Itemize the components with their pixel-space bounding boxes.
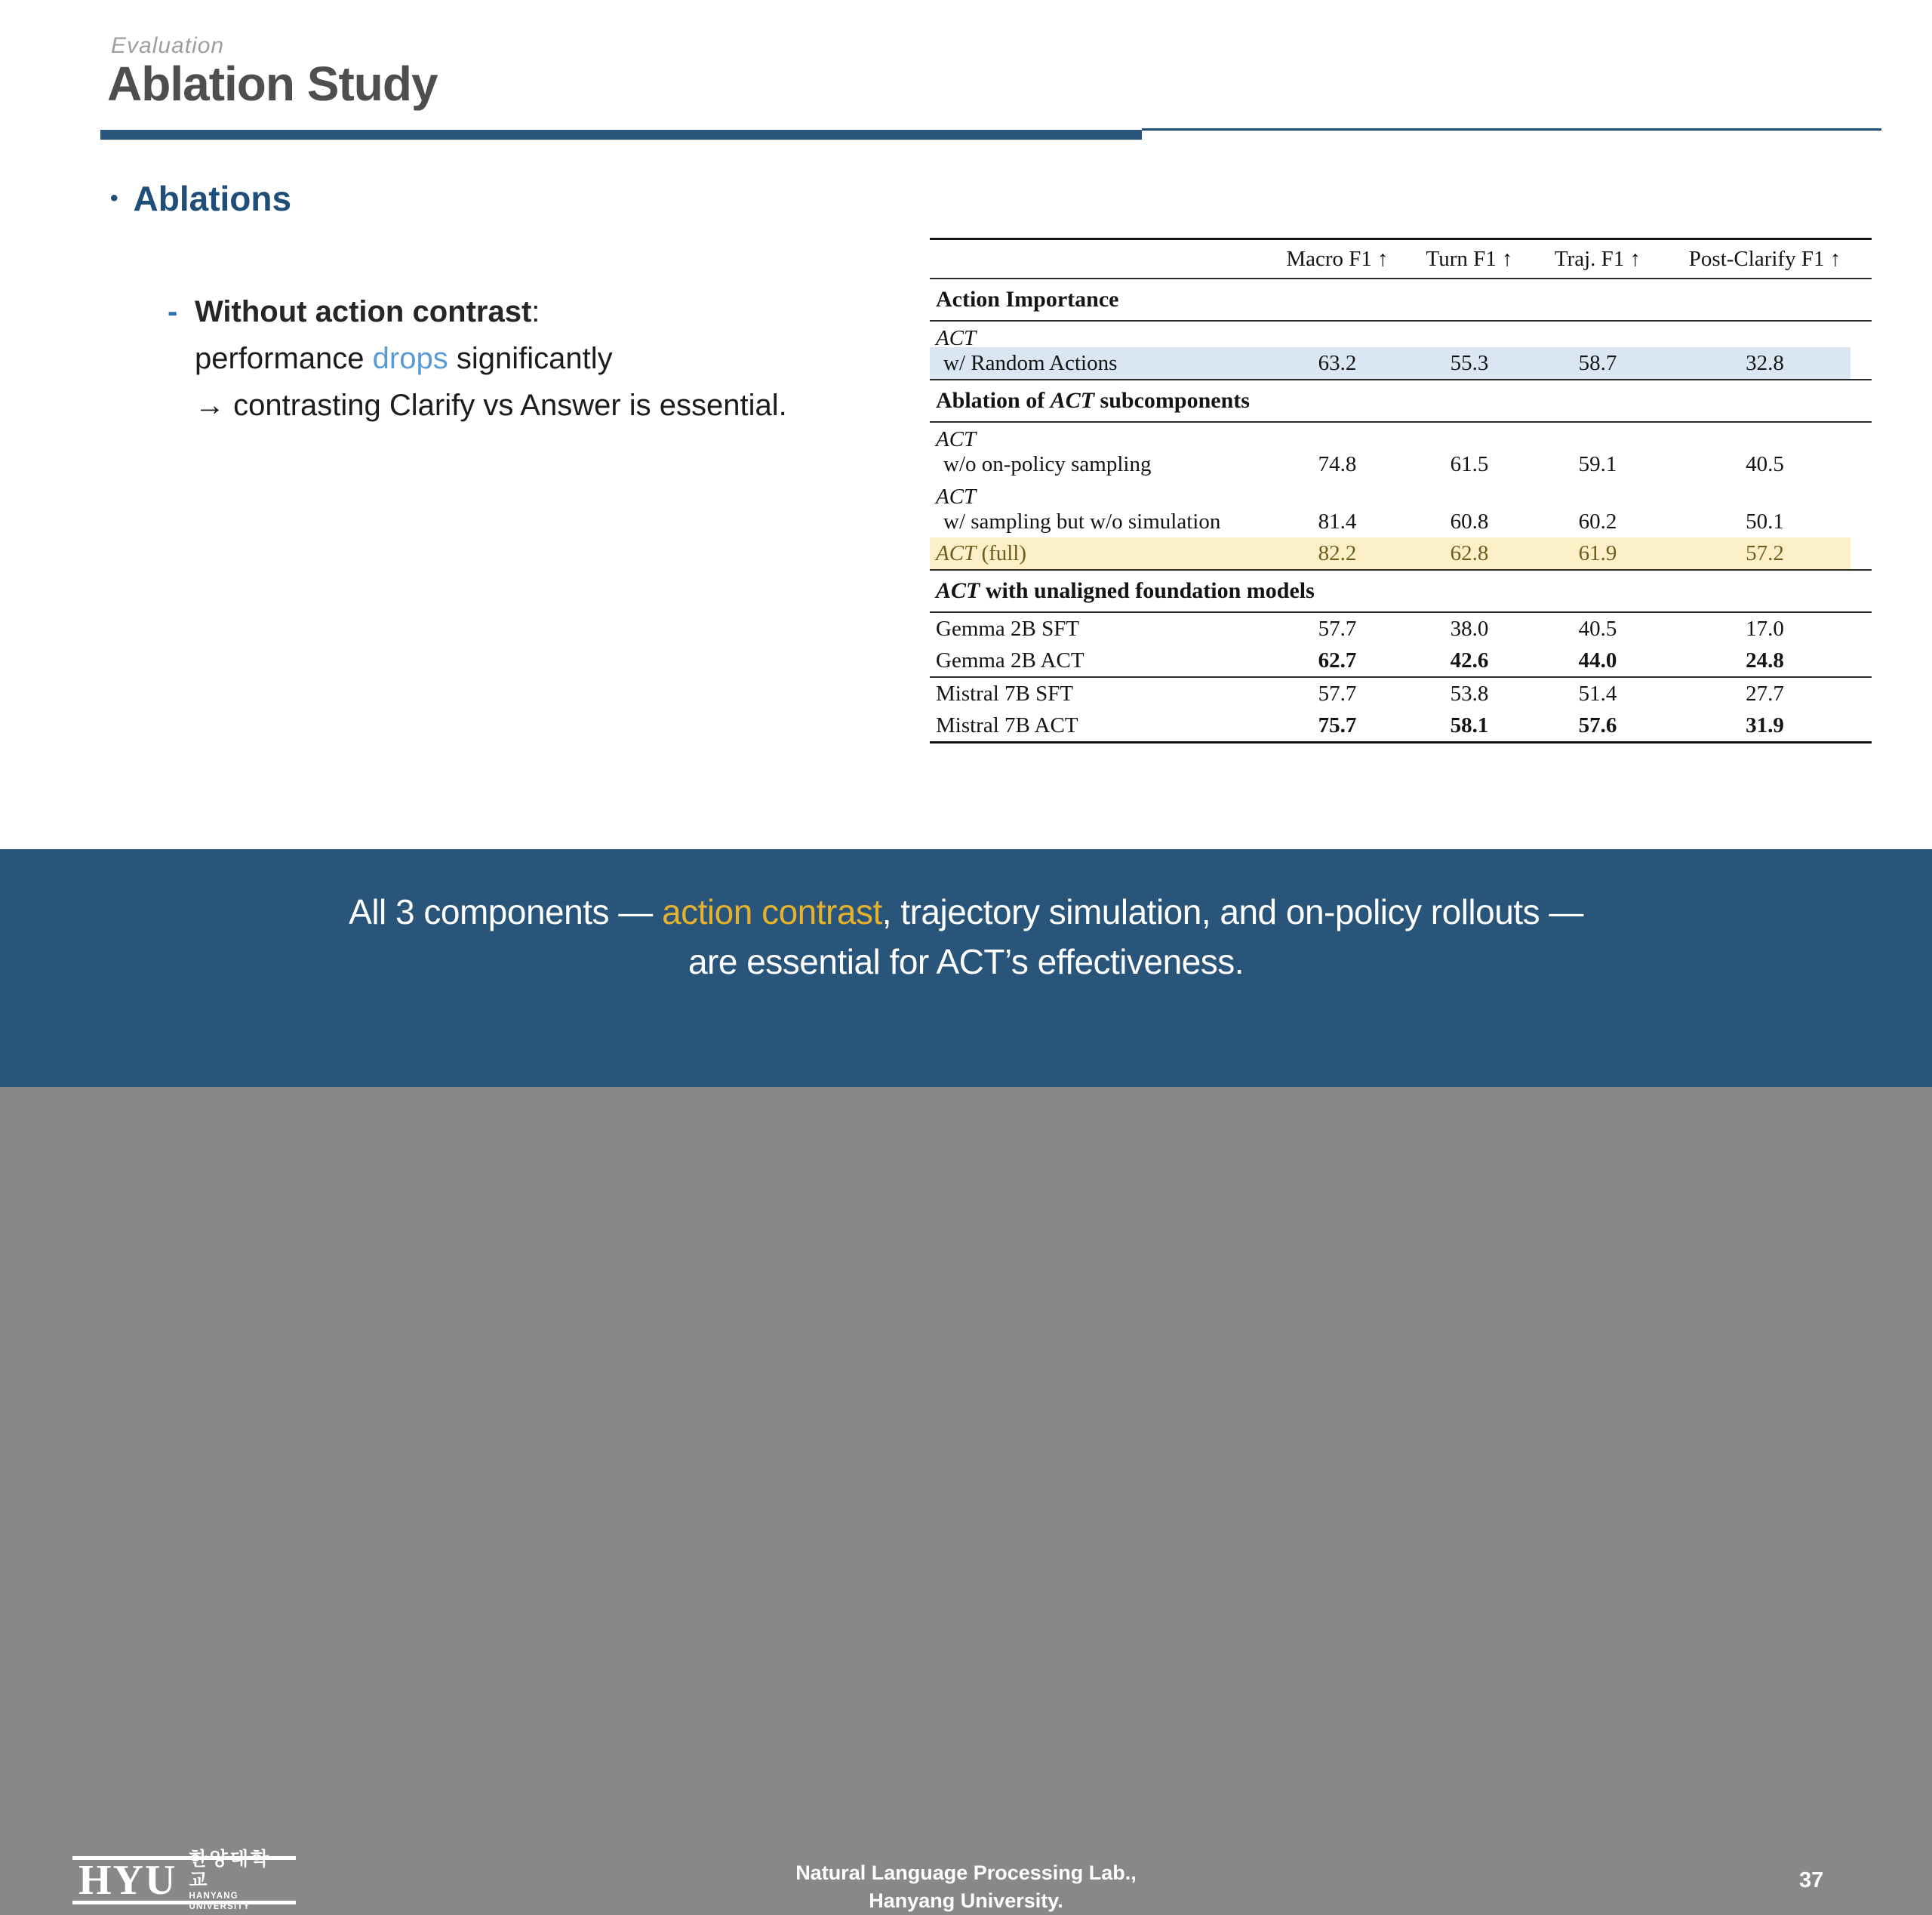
cell-turn-f1: 55.3 [1450, 350, 1489, 375]
cell-traj-f1: 58.7 [1578, 350, 1617, 375]
cell-post-clarify-f1: 24.8 [1746, 648, 1784, 673]
row-label: Gemma 2B ACT [936, 648, 1084, 673]
cell-macro-f1: 57.7 [1318, 616, 1357, 641]
footer-lab-line-2: Hanyang University. [869, 1889, 1063, 1912]
cell-macro-f1: 74.8 [1318, 451, 1357, 476]
row-label: w/o on-policy sampling [943, 451, 1152, 476]
takeaway-highlight: action contrast [662, 892, 882, 931]
cell-post-clarify-f1: 27.7 [1746, 681, 1784, 706]
sub-bullet-line-2 [168, 335, 922, 382]
cell-turn-f1: 42.6 [1450, 648, 1489, 673]
table-header-row [930, 240, 1872, 278]
section-kicker: Evaluation [111, 33, 225, 58]
hyu-logo-acronym: HYU [78, 1857, 177, 1904]
sub-bullet-block [168, 288, 922, 429]
cell-post-clarify-f1: 50.1 [1746, 509, 1784, 534]
sub-bullet-bold-text: Without action contrast [195, 295, 532, 328]
table-row-wo-onpolicy-sampling [930, 448, 1872, 480]
cell-traj-f1: 40.5 [1578, 616, 1617, 641]
column-header-turn-f1: Turn F1 ↑ [1426, 246, 1513, 271]
cell-macro-f1: 75.7 [1318, 713, 1357, 737]
bullet-dot-icon: • [110, 186, 118, 211]
line2-post: significantly [448, 342, 613, 375]
section-header-action-importance: Action Importance [936, 287, 1119, 312]
table-row-act-full [930, 537, 1872, 569]
takeaway-text [0, 887, 1932, 987]
cell-traj-f1: 51.4 [1578, 681, 1617, 706]
cell-post-clarify-f1: 31.9 [1746, 713, 1784, 737]
row-act-label: ACT [936, 326, 977, 350]
cell-post-clarify-f1: 32.8 [1746, 350, 1784, 375]
section-header-unaligned-foundation-models: ACT with unaligned foundation models [936, 578, 1315, 603]
cell-macro-f1: 63.2 [1318, 350, 1357, 375]
header-accent-bar [100, 130, 1142, 140]
takeaway-banner [0, 849, 1932, 1912]
cell-turn-f1: 60.8 [1450, 509, 1489, 534]
cell-macro-f1: 82.2 [1318, 540, 1357, 565]
row-label: Mistral 7B SFT [936, 681, 1074, 706]
cell-traj-f1: 44.0 [1578, 648, 1617, 673]
row-label: ACT (full) [936, 540, 1027, 565]
cell-turn-f1: 62.8 [1450, 540, 1489, 565]
cell-turn-f1: 53.8 [1450, 681, 1489, 706]
bullet-ablations-label: Ablations [133, 179, 292, 218]
cell-traj-f1: 57.6 [1578, 713, 1617, 737]
column-header-post-clarify-f1: Post-Clarify F1 ↑ [1688, 246, 1841, 271]
cell-post-clarify-f1: 57.2 [1746, 540, 1784, 565]
sub-bullet-line-1 [168, 288, 922, 335]
footer-lab-line-1: Natural Language Processing Lab., [795, 1861, 1137, 1884]
row-label: Mistral 7B ACT [936, 713, 1078, 737]
bullet-ablations [110, 178, 291, 219]
table-row-random-actions [930, 347, 1872, 379]
table-row-mistral-7b-act [930, 710, 1872, 741]
dash-bullet-icon: - [168, 295, 178, 328]
takeaway-line-1: All 3 components — action contrast, trajectory simulation, and on-policy rollouts — [349, 892, 1583, 931]
line2-highlight-word: drops [372, 342, 448, 375]
section-header-act-subcomponents: Ablation of ACT subcomponents [936, 388, 1250, 413]
page-number: 37 [1799, 1868, 1824, 1892]
row-act-label: ACT [936, 427, 977, 451]
hyu-logo-english: HANYANG UNIVERSITY [189, 1892, 251, 1911]
cell-post-clarify-f1: 17.0 [1746, 616, 1784, 641]
cell-macro-f1: 57.7 [1318, 681, 1357, 706]
column-header-traj-f1: Traj. F1 ↑ [1554, 246, 1641, 271]
footer-lab-credit [0, 1859, 1932, 1915]
row-label: Gemma 2B SFT [936, 616, 1080, 641]
cell-turn-f1: 38.0 [1450, 616, 1489, 641]
line3-text: contrasting Clarify vs Answer is essential. [233, 389, 787, 422]
cell-traj-f1: 60.2 [1578, 509, 1617, 534]
cell-macro-f1: 81.4 [1318, 509, 1357, 534]
header-accent-line [1142, 128, 1881, 131]
cell-post-clarify-f1: 40.5 [1746, 451, 1784, 476]
cell-traj-f1: 59.1 [1578, 451, 1617, 476]
cell-macro-f1: 62.7 [1318, 648, 1357, 673]
table-row-gemma-2b-act [930, 645, 1872, 676]
column-header-macro-f1: Macro F1 ↑ [1286, 246, 1389, 271]
cell-turn-f1: 61.5 [1450, 451, 1489, 476]
row-label: w/ Random Actions [943, 350, 1118, 375]
sub-bullet-line-3 [168, 382, 922, 429]
hyu-logo-korean: 한양대학교 [189, 1849, 272, 1891]
line2-pre: performance [195, 342, 373, 375]
cell-traj-f1: 61.9 [1578, 540, 1617, 565]
page-title: Ablation Study [107, 57, 438, 111]
table-row-gemma-2b-sft [930, 613, 1872, 645]
table-rule-bottom [930, 741, 1872, 744]
ablation-results-table [930, 238, 1872, 744]
cell-turn-f1: 58.1 [1450, 713, 1489, 737]
row-label: w/ sampling but w/o simulation [943, 509, 1221, 534]
takeaway-line-2: are essential for ACT’s effectiveness. [688, 942, 1244, 981]
row-act-label: ACT [936, 485, 977, 509]
table-row-sampling-wo-simulation [930, 506, 1872, 537]
sub-bullet-colon: : [531, 295, 540, 328]
right-arrow-icon: → [195, 389, 234, 422]
table-row-mistral-7b-sft [930, 678, 1872, 710]
